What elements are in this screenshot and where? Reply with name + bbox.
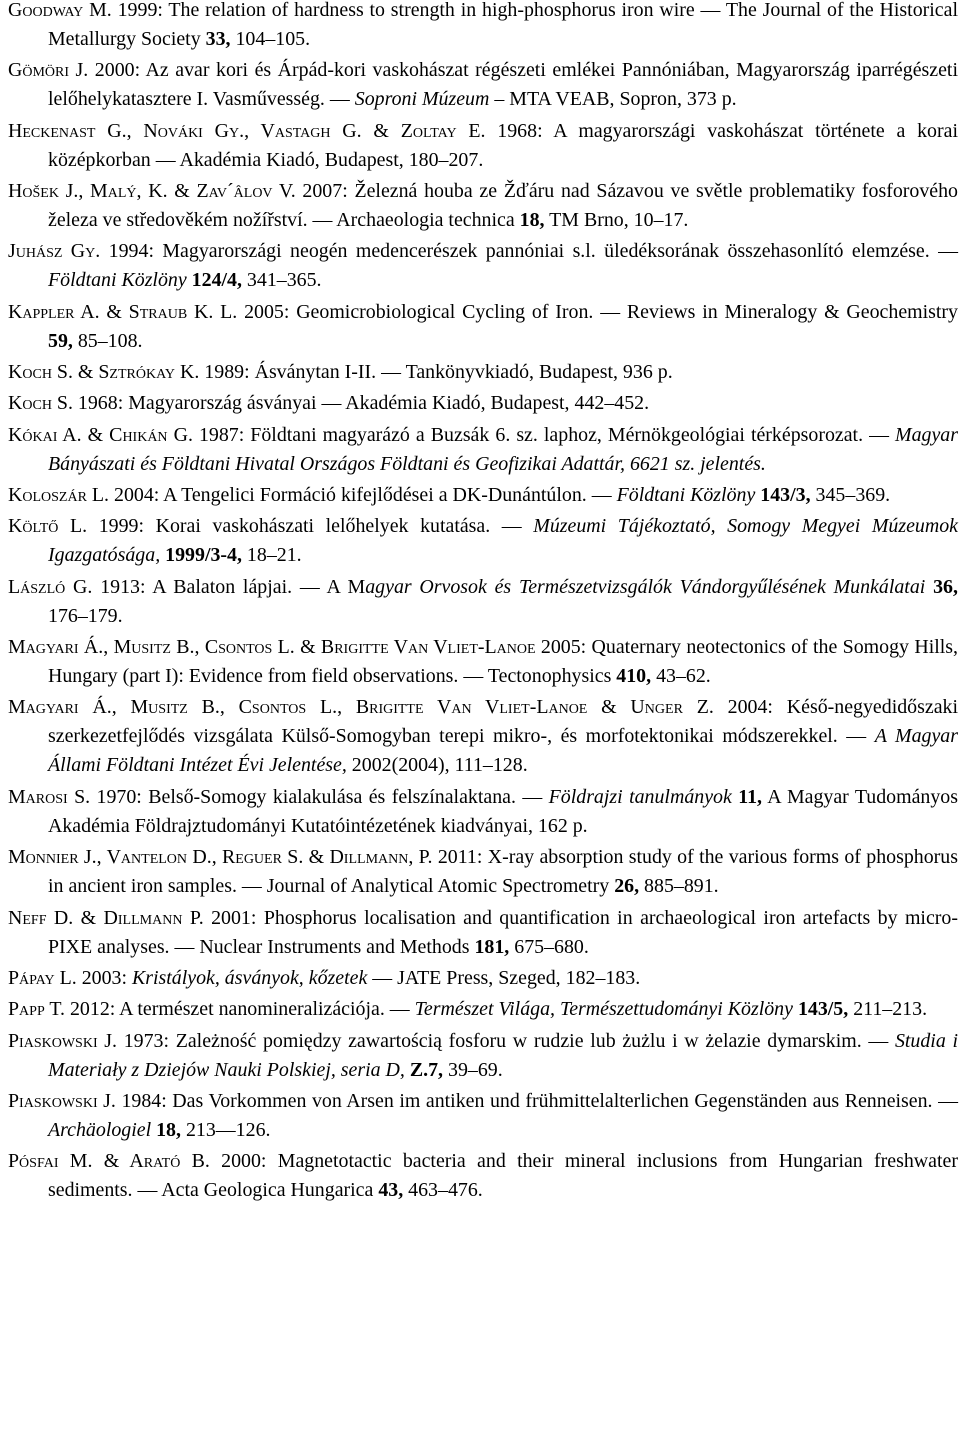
reference-text: 885–891. — [639, 875, 719, 898]
reference-entry — [8, 995, 958, 1024]
reference-italic-text: Archäologiel — [48, 1118, 152, 1141]
reference-entry — [8, 56, 958, 114]
reference-text: 1968: Magyarország ásványai — Akadémia Kiadó, Budapest, 442–452. — [72, 392, 650, 415]
reference-text: 1913: A Balaton lápjai. — A M — [92, 575, 366, 598]
reference-text: 1984: Das Vorkommen von Arsen im antiken und frühmittelalterlichen Gegenständen aus Renneisen. — — [115, 1089, 958, 1112]
reference-text: 1973: Zależność pomiędzy zawartością fosforu w rudzie lub żużlu i w żelazie dymarskim. — — [117, 1029, 895, 1052]
reference-volume: 143/5, — [797, 998, 849, 1021]
reference-text: 2002(2004), 111–128. — [346, 754, 528, 777]
reference-italic-text: Földrajzi tanulmányok — [548, 785, 732, 808]
reference-entry — [8, 1027, 958, 1085]
reference-authors: Goodway M. — [8, 0, 112, 21]
reference-text: 104–105. — [230, 28, 311, 50]
reference-authors: Költő L. — [8, 515, 88, 538]
reference-italic-text: Földtani Közlöny — [616, 484, 756, 507]
reference-text: MTA VEAB, Sopron, 373 p. — [504, 88, 737, 111]
reference-text: 2004: A Tengelici Formáció kifejlődései a DK-Dunántúlon. — — [109, 484, 617, 507]
reference-authors: Piaskowski J. — [8, 1089, 116, 1112]
reference-list — [8, 0, 958, 1208]
reference-italic-text: Magyar Bányászati és Földtani Hivatal Országos Földtani és Geofizikai Adattár, 6621 sz. jelentés. — [48, 423, 958, 475]
reference-text: 1999: Korai vaskohászati lelőhelyek kutatása. — — [87, 515, 534, 538]
reference-authors: Papp T. — [8, 998, 66, 1021]
reference-text: 345–369. — [810, 484, 891, 507]
reference-authors: Monnier J., Vantelon D., Reguer S. & Dillmann, P. — [8, 846, 433, 869]
reference-entry — [8, 904, 958, 962]
reference-authors: Marosi S. — [8, 785, 91, 808]
reference-text: 2011: X-ray absorption study of the various forms of phosphorus in ancient iron samples. — Journal of Analytical Atomic Spectrometry — [48, 846, 958, 898]
reference-authors: László G. — [8, 575, 93, 598]
reference-volume: 43, — [378, 1179, 404, 1202]
reference-text: 1987: Földtani magyarázó a Buzsák 6. sz. laphoz, Mérnökgeológiai térképsorozat. — — [192, 423, 896, 446]
reference-text: 2001: Phosphorus localisation and quantification in archaeological iron artefacts by micro-PIXE analyses. — Nuclear Instruments and Methods — [48, 906, 958, 958]
reference-text: 39–69. — [443, 1058, 503, 1081]
reference-text: 18–21. — [241, 544, 302, 567]
reference-authors: Koch S. & Sztrókay K. — [8, 361, 200, 384]
reference-text: 2005: Geomicrobiological Cycling of Iron. — Reviews in Mineralogy & Geochemistry — [237, 300, 958, 323]
reference-authors: Heckenast G., Nováki Gy., Vastagh G. & Zoltay E. — [8, 119, 486, 142]
reference-entry — [8, 1147, 958, 1205]
reference-text: 1968: A magyarországi vaskohászat története a korai középkorban — Akadémia Kiadó, Budapest, 180–207. — [48, 119, 958, 171]
reference-volume: 1999/3-4, — [165, 544, 242, 567]
reference-entry — [8, 177, 958, 235]
reference-text: 1989: Ásványtan I-II. — Tankönyvkiadó, Budapest, 936 p. — [199, 361, 673, 384]
reference-volume: 33, — [205, 28, 231, 50]
reference-text: 2012: A természet nanomineralizációja. — — [65, 998, 415, 1021]
reference-entry — [8, 964, 958, 993]
reference-text: 675–680. — [509, 935, 589, 958]
reference-volume: 143/3, — [760, 484, 811, 507]
reference-text: — JATE Press, Szeged, 182–183. — [367, 966, 641, 989]
reference-authors: Hošek J., Malý, K. & Zav´âlov V. — [8, 180, 296, 203]
reference-authors: Kókai A. & Chikán G. — [8, 423, 193, 446]
reference-text: 2000: Az avar kori és Árpád-kori vaskohászat régészeti emlékei Pannóniában, Magyarország iparrégészeti lelőhelykatasztere I. Vasművesség. — — [48, 59, 958, 111]
reference-entry — [8, 117, 958, 175]
reference-authors: Pósfai M. & Arató B. — [8, 1150, 210, 1173]
reference-text: 2000: Magnetotactic bacteria and their mineral inclusions from Hungarian freshwater sediments. — Acta Geologica Hungarica — [48, 1150, 958, 1202]
reference-text: TM Brno, 10–17. — [544, 209, 689, 232]
reference-authors: Neff D. & Dillmann P. — [8, 906, 204, 929]
reference-authors: Pápay L. — [8, 966, 77, 989]
reference-entry — [8, 573, 958, 631]
reference-volume: 410, — [616, 665, 652, 688]
reference-entry — [8, 389, 958, 418]
reference-authors: Gömöri J. — [8, 59, 89, 82]
reference-authors: Juhász Gy. — [8, 240, 101, 263]
reference-italic-text: A Magyar Állami Földtani Intézet Évi Jelentése, — [48, 725, 958, 777]
reference-entry — [8, 0, 958, 54]
reference-volume: 124/4, — [191, 269, 242, 292]
reference-entry — [8, 481, 958, 510]
reference-volume: 181, — [474, 935, 510, 958]
reference-text: 2007: Železná houba ze Žďáru nad Sázavou ve světle problematiky fosforového železa ve středověkém nožířství. — Archaeologia technica — [48, 180, 959, 232]
reference-text: 213—126. — [180, 1118, 271, 1141]
reference-italic-text: Kristályok, ásványok, kőzetek — [131, 966, 368, 989]
reference-authors: Koloszár L. — [8, 484, 110, 507]
reference-text: 463–476. — [403, 1179, 483, 1202]
reference-text: 341–365. — [241, 269, 322, 292]
reference-text — [925, 576, 933, 598]
reference-volume: 18, — [519, 209, 545, 232]
reference-text: 2004: Késő-negyedidőszaki szerkezetfejlődés vizsgálata Külső-Somogyban terepi mikro-, és morfotektonikai módszerekkel. — — [48, 696, 958, 748]
reference-italic-text: Természet Világa, Természettudományi Közlöny — [414, 998, 793, 1021]
reference-italic-text: Studia i Materiały z Dziejów Nauki Polskiej, seria D, — [48, 1029, 958, 1081]
reference-entry — [8, 358, 958, 387]
reference-entry — [8, 512, 958, 570]
reference-italic-text: Múzeumi Tájékoztató, Somogy Megyei Múzeumok Igazgatósága, — [48, 515, 958, 567]
reference-volume: 11, — [738, 785, 762, 808]
reference-text: 1999: The relation of hardness to strength in high-phosphorus iron wire — The Journal of the Historical Metallurgy Society — [48, 0, 958, 50]
reference-entry — [8, 298, 958, 356]
reference-text: A Magyar Tudományos Akadémia Földrajztudományi Kutatóintézetének kiadványai, 162 p. — [48, 785, 958, 837]
reference-entry — [8, 693, 958, 780]
reference-authors: Magyari Á., Musitz B., Csontos L., Brigitte Van Vliet-Lanoe & Unger Z. — [8, 696, 714, 719]
reference-italic-text: agyar Orvosok és Természetvizsgálók Vándorgyűlésének Munkálatai — [365, 575, 926, 598]
reference-text: 2003: — [76, 966, 132, 989]
reference-entry — [8, 1087, 958, 1145]
reference-entry — [8, 421, 958, 479]
reference-volume: Z.7, — [409, 1058, 444, 1081]
reference-volume: 59, — [48, 329, 73, 352]
reference-text: 1994: Magyarországi neogén medencerészek pannóniai s.l. üledéksorának összehasonlító elemzése. — — [100, 240, 958, 263]
reference-text: 176–179. — [48, 604, 123, 627]
reference-entry — [8, 783, 958, 841]
reference-volume: 36, — [933, 575, 958, 598]
reference-authors: Koch S. — [8, 392, 73, 415]
reference-authors: Piaskowski J. — [8, 1029, 118, 1052]
reference-text: 43–62. — [651, 665, 711, 688]
reference-text: 1970: Belső-Somogy kialakulása és felszínalaktana. — — [90, 785, 549, 808]
reference-authors: Kappler A. & Straub K. L. — [8, 300, 238, 323]
reference-entry — [8, 843, 958, 901]
reference-volume: 26, — [614, 875, 640, 898]
reference-italic-text: Soproni Múzeum – — [354, 88, 505, 111]
reference-volume: 18, — [156, 1118, 181, 1141]
reference-entry — [8, 237, 958, 295]
reference-authors: Magyari Á., Musitz B., Csontos L. & Brigitte Van Vliet-Lanoe — [8, 636, 536, 659]
reference-text: 211–213. — [848, 998, 928, 1021]
reference-entry — [8, 633, 958, 691]
reference-italic-text: Földtani Közlöny — [48, 269, 187, 292]
reference-text: 2005: Quaternary neotectonics of the Somogy Hills, Hungary (part I): Evidence from field observations. — Tectonophysics — [48, 636, 958, 688]
reference-text: 85–108. — [72, 329, 143, 352]
